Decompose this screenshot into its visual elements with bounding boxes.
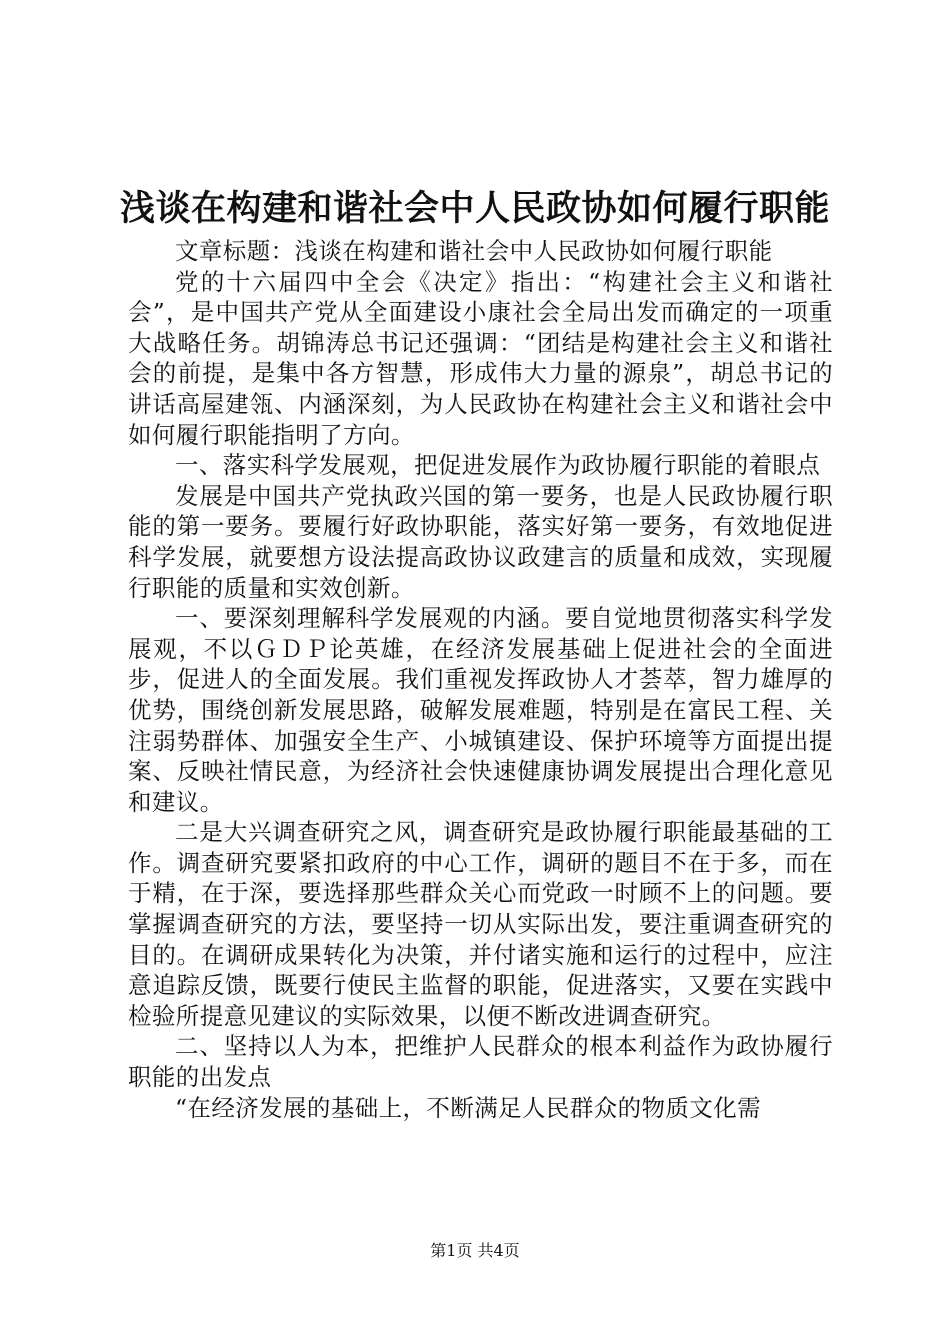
paragraph-investigation: 二是大兴调查研究之风，调查研究是政协履行职能最基础的工作。调查研究要紧扣政府的中心工作，调研的题目不在于多，而在于精，在于深，要选择那些群众关心而党政一时顾不上的问题。要掌握调查研究的方法，要坚持一切从实际出发，要注重调查研究的目的。在调研成果转化为决策，并付诸实施和运行的过程中，应注意追踪反馈，既要行使民主监督的职能，促进落实，又要在实践中检验所提意见建议的实际效果，以便不断改进调查研究。 [128, 818, 833, 1030]
paragraph-people-needs: “在经济发展的基础上，不断满足人民群众的物质文化需 [175, 1093, 762, 1122]
heading-section-1: 一、落实科学发展观，把促进发展作为政协履行职能的着眼点 [175, 451, 821, 480]
paragraph-article-title: 文章标题：浅谈在构建和谐社会中人民政协如何履行职能 [175, 237, 773, 265]
document-title: 浅谈在构建和谐社会中人民政协如何履行职能 [119, 188, 830, 229]
paragraph-scientific-outlook: 一、要深刻理解科学发展观的内涵。要自觉地贯彻落实科学发展观，不以ＧＤＰ论英雄，在经济发展基础上促进社会的全面进步，促进人的全面发展。我们重视发挥政协人才荟萃，智力雄厚的优势，围绕创新发展思路，破解发展难题，特别是在富民工程、关注弱势群体、加强安全生产、小城镇建设、保护环境等方面提出提案、反映社情民意，为经济社会快速健康协调发展提出合理化意见和建议。 [128, 604, 833, 816]
paragraph-intro: 党的十六届四中全会《决定》指出：“构建社会主义和谐社会”，是中国共产党从全面建设小康社会全局出发而确定的一项重大战略任务。胡锦涛总书记还强调：“团结是构建社会主义和谐社会的前提，是集中各方智慧，形成伟大力量的源泉”，胡总书记的讲话高屋建瓴、内涵深刻，为人民政协在构建社会主义和谐社会中如何履行职能指明了方向。 [128, 267, 833, 449]
document-body [128, 236, 833, 1123]
paragraph-development: 发展是中国共产党执政兴国的第一要务，也是人民政协履行职能的第一要务。要履行好政协职能，落实好第一要务，有效地促进科学发展，就要想方设法提高政协议政建言的质量和成效，实现履行职能的质量和实效创新。 [128, 481, 833, 602]
page-footer: 第1页 共4页 [430, 1241, 520, 1260]
heading-section-2: 二、坚持以人为本，把维护人民群众的根本利益作为政协履行职能的出发点 [128, 1032, 833, 1092]
